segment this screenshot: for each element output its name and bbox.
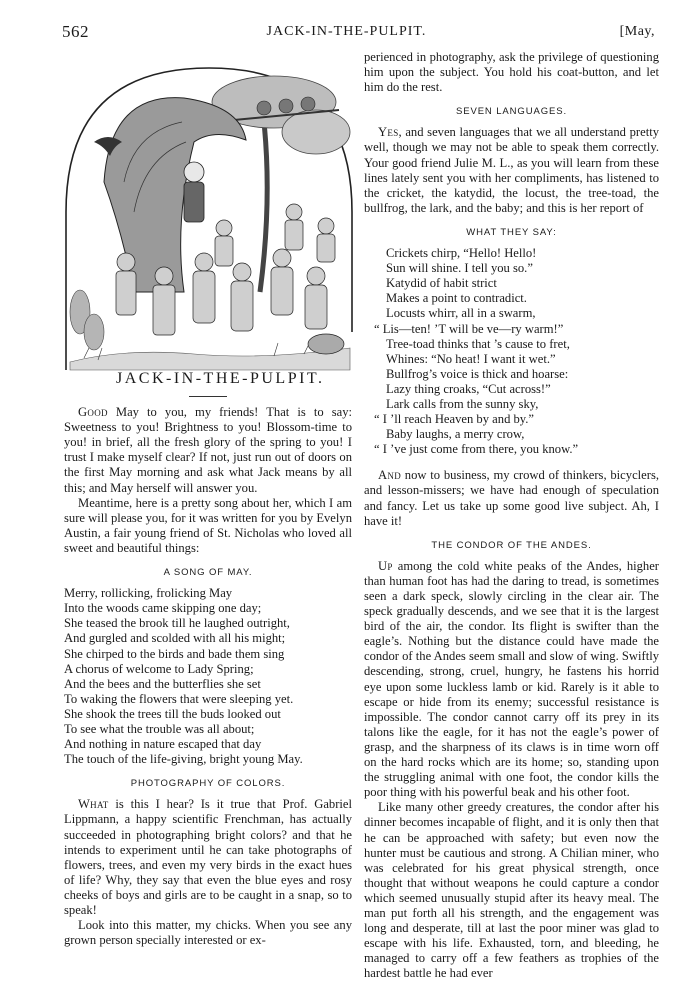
intro-paragraph-1: Good May to you, my friends! That is to say: Sweetness to you! Brightness to you! Blossom-time to you! in brief, all the fresh glory of the spring to you! I trust I make myself clear? If not, just run out of doors on the first May morning and ask what Jack means by all this; and May herself will answer you.: [64, 405, 352, 495]
poem-line: Tree-toad thinks that ’s cause to fret,: [386, 336, 570, 351]
poem-line: And nothing in nature escaped that day: [64, 737, 262, 752]
lead-word: Up: [378, 558, 393, 573]
poem-line: “ Lis—ten! ’T will be ve—ry warm!”: [374, 321, 564, 336]
poem-line: Locusts whirr, all in a swarm,: [386, 306, 536, 321]
poem-line: Sun will shine. I tell you so.”: [386, 261, 533, 276]
poem-line: Makes a point to contradict.: [386, 291, 527, 306]
running-title: JACK-IN-THE-PULPIT.: [266, 24, 427, 39]
photography-paragraph-2: Look into this matter, my chicks. When you see any grown person specially interested or ex-: [64, 918, 352, 948]
condor-heading: THE CONDOR OF THE ANDES.: [431, 539, 592, 551]
lead-word: And: [378, 468, 401, 483]
section-title: JACK-IN-THE-PULPIT.: [116, 370, 325, 387]
right-column: [364, 50, 659, 981]
intro-paragraph-2: Meantime, here is a pretty song about her, which I am sure will please you, for it was written for you by Evelyn Austin, a fair young friend of St. Nicholas who loved all sweet and beautiful things:: [64, 495, 352, 555]
poem-line: A chorus of welcome to Lady Spring;: [64, 661, 254, 676]
poem-line: Merry, rollicking, frolicking May: [64, 586, 233, 601]
page-number: 562: [62, 22, 89, 41]
page-header: [0, 22, 693, 46]
poem-line: Katydid of habit strict: [386, 276, 497, 291]
poem-line: Lark calls from the sunny sky,: [386, 396, 539, 411]
lead-word: What: [78, 797, 109, 812]
continuation-paragraph: perienced in photography, ask the privilege of questioning him upon the subject. You hold his coat-button, and let him do the rest.: [364, 50, 659, 95]
poem-line: Into the woods came skipping one day;: [64, 601, 262, 616]
condor-paragraph-2: Like many other greedy creatures, the condor after his dinner becomes incapable of flight, and it is only then that he can be approached with safety; but even now the hunter must be cautious and strong. A Chilian miner, who was celebrated for his great physical strength, once thought that without weapons he could capture a condor which seemed unusually stupid after its heavy meal. The man put forth all his strength, and the engagement was long and desperate, till at last the poor miner was glad to escape with his life. Exhausted, torn, and bleeding, he managed to carry off a few feathers as trophies of the hardest battle he had ever: [364, 800, 659, 981]
poem-line: The touch of the life-giving, bright young May.: [64, 752, 303, 767]
song-of-may-poem: [64, 586, 352, 767]
photography-paragraph-1: What is this I hear? Is it true that Prof. Gabriel Lippmann, a happy scientific Frenchman, has actually succeeded in photographing bright colors? and that he intends to experiment until he can take photographs of flowers, trees, and even my very birds in the exact hues of life? Why, they say that even the blue eyes and rosy cheeks of boys and girls are to be caught in a snap, so to speak!: [64, 797, 352, 917]
poem-line: And gurgled and scolded with all his might;: [64, 631, 286, 646]
seven-languages-paragraph: Yes, and seven languages that we all understand pretty well, though we may not be able to speak them correctly. Your good friend Julie M. L., as you will learn from these lines lately sent you with her compliments, has listened to the cricket, the katydid, the locust, the tree-toad, the bullfrog, the lark, and the baby; and this is her report of: [364, 125, 659, 215]
what-they-say-heading: WHAT THEY SAY:: [466, 226, 557, 238]
song-heading: A SONG OF MAY.: [163, 567, 253, 579]
poem-line: Whines: “No heat! I want it wet.”: [386, 351, 556, 366]
poem-line: Bullfrog’s voice is thick and hoarse:: [386, 366, 569, 381]
lead-word: Good: [78, 405, 108, 420]
poem-line: And the bees and the butterflies she set: [64, 676, 261, 691]
business-paragraph: And now to business, my crowd of thinkers, bicyclers, and lesson-missers; we have had enough of speculation and fancy. Let us take up some good live subject. Ah, I have it!: [364, 468, 659, 528]
poem-line: “ I ’ve just come from there, you know.”: [374, 442, 579, 457]
jack-in-the-pulpit-illustration: [64, 62, 354, 372]
what-they-say-poem: [374, 246, 659, 457]
poem-line: She shook the trees till the buds looked out: [64, 706, 281, 721]
poem-line: Baby laughs, a merry crow,: [386, 427, 525, 442]
left-column: [64, 62, 352, 948]
poem-line: “ I ’ll reach Heaven by and by.”: [374, 412, 535, 427]
poem-line: She teased the brook till he laughed outright,: [64, 616, 290, 631]
poem-line: Lazy thing croaks, “Cut across!”: [386, 381, 551, 396]
condor-paragraph-1: Up among the cold white peaks of the Andes, higher than human foot has had the daring to tread, is sometimes seen a dark speck, slowly circling in the clear air. The speck gradually descends, and we see that it is the largest bird of the air, the condor. Its flight is swifter than the eagle’s. Nothing but the distance could have made the condor of the Andes seem small and slow of wing. Swiftly descending, strong, cruel, hungry, he fastens his horrid eye upon some luckless lamb or kid. Rarely is it able to escape or hide from its enemy; successful resistance is impossible. The condor cannot carry off its prey in its talons like the eagle, for it has not the eagle’s power of grasp, and the sharpness of its claws is in time worn off on the hard rocks which are its home; so, standing upon the struggling animal with one foot, the condor kills the poor thing with his powerful beak and his other foot.: [364, 558, 659, 800]
poem-line: She chirped to the birds and bade them sing: [64, 646, 285, 661]
running-month: [May,: [619, 24, 655, 39]
seven-languages-heading: SEVEN LANGUAGES.: [455, 106, 567, 118]
poem-line: To see what the trouble was all about;: [64, 721, 255, 736]
title-rule: [189, 396, 227, 397]
lead-word: Yes: [378, 125, 399, 140]
poem-line: Crickets chirp, “Hello! Hello!: [386, 246, 537, 261]
poem-line: To waking the flowers that were sleeping yet.: [64, 691, 294, 706]
photography-heading: PHOTOGRAPHY OF COLORS.: [130, 778, 286, 790]
